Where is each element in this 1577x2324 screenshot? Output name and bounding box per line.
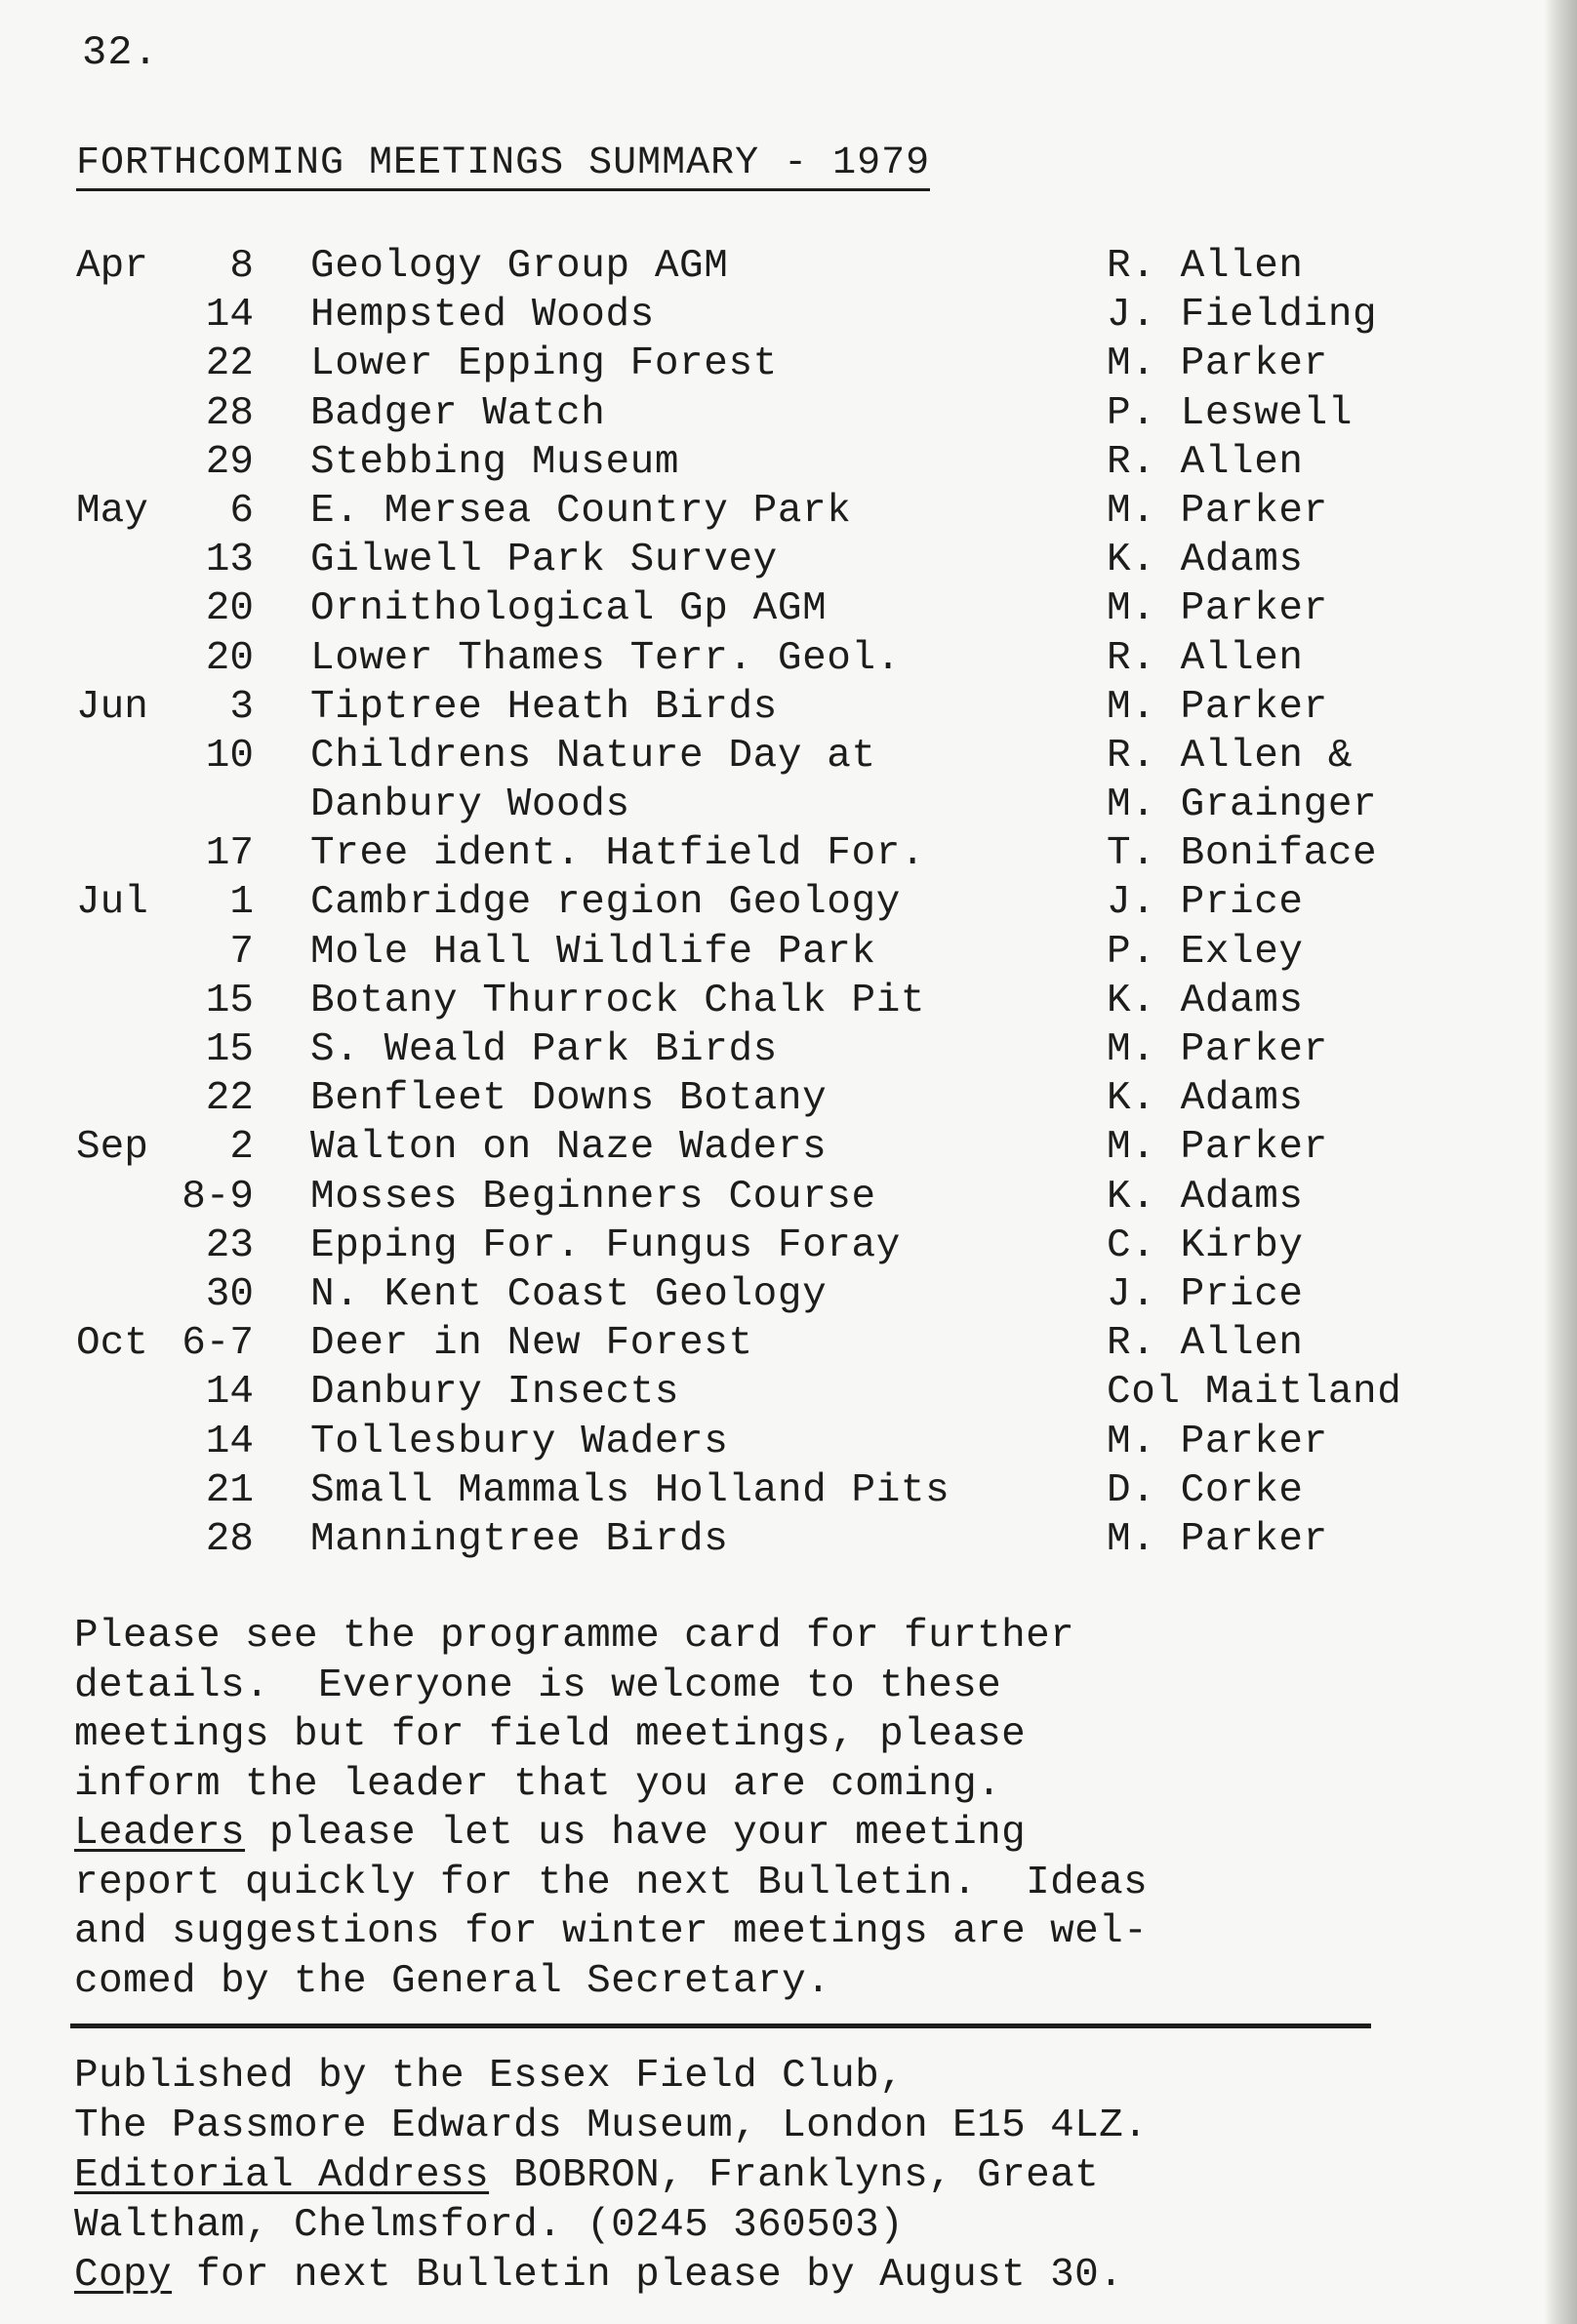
meeting-leader: P. Leswell — [1107, 390, 1354, 436]
meeting-leader: M. Parker — [1107, 586, 1328, 632]
meeting-event: Stebbing Museum — [310, 439, 680, 485]
meeting-day: 17 — [205, 831, 254, 877]
meeting-leader: M. Parker — [1107, 1419, 1328, 1464]
meeting-leader: R. Allen — [1107, 439, 1304, 485]
page-title: FORTHCOMING MEETINGS SUMMARY - 1979 — [76, 141, 930, 191]
page-number: 32. — [82, 29, 159, 76]
meeting-leader: J. Price — [1107, 880, 1304, 926]
meeting-leader: R. Allen & — [1107, 733, 1354, 779]
meeting-row — [76, 1025, 1491, 1074]
divider-rule — [70, 2023, 1371, 2028]
meeting-leader: M. Parker — [1107, 488, 1328, 534]
meeting-event: Tiptree Heath Birds — [310, 684, 778, 730]
meeting-day: 14 — [205, 1419, 254, 1464]
meeting-event: Geology Group AGM — [310, 244, 729, 289]
meeting-event: Ornithological Gp AGM — [310, 586, 828, 632]
meeting-day: 15 — [205, 1027, 254, 1072]
notes-line-4: inform the leader that you are coming. — [74, 1761, 1002, 1807]
meeting-day: 6 — [229, 488, 254, 534]
meeting-event: Tree ident. Hatfield For. — [310, 831, 926, 877]
meeting-event: Lower Thames Terr. Geol. — [310, 635, 901, 681]
meeting-event: Walton on Naze Waders — [310, 1125, 828, 1171]
meeting-row — [76, 829, 1491, 878]
notes-line-5: please let us have your meeting — [245, 1811, 1027, 1856]
meeting-event: Manningtree Birds — [310, 1516, 729, 1562]
meeting-row — [76, 536, 1491, 584]
footer-line-2: The Passmore Edwards Museum, London E15 4LZ. — [74, 2104, 1149, 2148]
meeting-day: 2 — [229, 1125, 254, 1171]
meeting-row — [76, 389, 1491, 438]
meeting-row — [76, 1368, 1491, 1417]
meetings-table — [76, 242, 1491, 1564]
notes-paragraph — [74, 1612, 1148, 2006]
meeting-row — [76, 781, 1491, 829]
meeting-day: 10 — [205, 733, 254, 779]
meeting-day: 20 — [205, 635, 254, 681]
meeting-event: Botany Thurrock Chalk Pit — [310, 978, 926, 1023]
meeting-row — [76, 487, 1491, 536]
meeting-day: 28 — [205, 390, 254, 436]
meeting-event: Danbury Woods — [310, 782, 630, 828]
copy-label: Copy — [74, 2253, 173, 2298]
meeting-day: 14 — [205, 293, 254, 339]
meeting-row — [76, 1222, 1491, 1270]
meeting-leader: K. Adams — [1107, 1076, 1304, 1122]
editorial-address-label: Editorial Address — [74, 2153, 490, 2198]
meeting-day: 15 — [205, 978, 254, 1023]
meeting-event: Gilwell Park Survey — [310, 538, 778, 583]
meeting-day: 23 — [205, 1222, 254, 1268]
meeting-event: Childrens Nature Day at — [310, 733, 876, 779]
meeting-day: 20 — [205, 586, 254, 632]
meeting-leader: M. Parker — [1107, 1125, 1328, 1171]
meeting-month: Oct — [76, 1321, 148, 1367]
meeting-day: 3 — [229, 684, 254, 730]
meeting-leader: J. Fielding — [1107, 293, 1378, 339]
notes-line-8: comed by the General Secretary. — [74, 1958, 831, 2004]
meeting-day: 8-9 — [182, 1174, 254, 1220]
meeting-row — [76, 1515, 1491, 1564]
meeting-leader: D. Corke — [1107, 1467, 1304, 1513]
notes-line-1: Please see the programme card for further — [74, 1614, 1075, 1659]
meeting-leader: M. Parker — [1107, 684, 1328, 730]
meeting-event: Mole Hall Wildlife Park — [310, 929, 876, 975]
meeting-leader: Col Maitland — [1107, 1370, 1402, 1416]
meeting-row — [76, 1319, 1491, 1368]
meeting-leader: M. Parker — [1107, 341, 1328, 387]
meeting-leader: M. Grainger — [1107, 782, 1378, 828]
meeting-row — [76, 1418, 1491, 1466]
meeting-day: 13 — [205, 538, 254, 583]
meeting-day: 14 — [205, 1370, 254, 1416]
meeting-day: 22 — [205, 341, 254, 387]
meeting-month: Jun — [76, 684, 148, 730]
meeting-month: Sep — [76, 1125, 148, 1171]
meeting-event: Benfleet Downs Botany — [310, 1076, 828, 1122]
meeting-row — [76, 1074, 1491, 1123]
meeting-row — [76, 1123, 1491, 1172]
meeting-event: Cambridge region Geology — [310, 880, 901, 926]
meeting-row — [76, 438, 1491, 487]
notes-line-6: report quickly for the next Bulletin. Ideas — [74, 1860, 1149, 1905]
meeting-day: 22 — [205, 1076, 254, 1122]
meeting-leader: R. Allen — [1107, 1321, 1304, 1367]
meeting-row — [76, 1270, 1491, 1319]
meeting-leader: T. Boniface — [1107, 831, 1378, 877]
notes-line-2: details. Everyone is welcome to these — [74, 1663, 1002, 1708]
notes-line-7: and suggestions for winter meetings are wel- — [74, 1909, 1149, 1954]
meeting-day: 8 — [229, 244, 254, 289]
meeting-event: Hempsted Woods — [310, 293, 655, 339]
meeting-row — [76, 878, 1491, 927]
page-edge-shadow — [1544, 0, 1577, 2324]
footer-line-5: for next Bulletin please by August 30. — [172, 2253, 1124, 2298]
meeting-row — [76, 340, 1491, 388]
meeting-row — [76, 291, 1491, 340]
meeting-event: Deer in New Forest — [310, 1321, 753, 1367]
notes-line-3: meetings but for field meetings, please — [74, 1712, 1027, 1757]
meeting-day: 30 — [205, 1271, 254, 1317]
meeting-row — [76, 1173, 1491, 1222]
meeting-event: Small Mammals Holland Pits — [310, 1467, 950, 1513]
meeting-event: N. Kent Coast Geology — [310, 1271, 828, 1317]
meeting-leader: J. Price — [1107, 1271, 1304, 1317]
meeting-leader: R. Allen — [1107, 635, 1304, 681]
footer-line-4: Waltham, Chelmsford. (0245 360503) — [74, 2203, 905, 2248]
meeting-event: Mosses Beginners Course — [310, 1174, 876, 1220]
meeting-day: 21 — [205, 1467, 254, 1513]
meeting-day: 6-7 — [182, 1321, 254, 1367]
meeting-month: Apr — [76, 244, 148, 289]
meeting-event: Tollesbury Waders — [310, 1419, 729, 1464]
meeting-leader: P. Exley — [1107, 929, 1304, 975]
meeting-row — [76, 683, 1491, 732]
meeting-leader: K. Adams — [1107, 538, 1304, 583]
meeting-event: Epping For. Fungus Foray — [310, 1222, 901, 1268]
meeting-leader: K. Adams — [1107, 978, 1304, 1023]
meeting-row — [76, 584, 1491, 633]
footer-line-1: Published by the Essex Field Club, — [74, 2054, 905, 2099]
meeting-row — [76, 1466, 1491, 1515]
meeting-row — [76, 732, 1491, 781]
meeting-day: 29 — [205, 439, 254, 485]
meeting-row — [76, 977, 1491, 1025]
meeting-leader: M. Parker — [1107, 1516, 1328, 1562]
meeting-leader: K. Adams — [1107, 1174, 1304, 1220]
leaders-label: Leaders — [74, 1811, 246, 1856]
meeting-row — [76, 928, 1491, 977]
meeting-leader: C. Kirby — [1107, 1222, 1304, 1268]
publisher-footer — [74, 2052, 1148, 2301]
meeting-event: E. Mersea Country Park — [310, 488, 852, 534]
meeting-leader: M. Parker — [1107, 1027, 1328, 1072]
meeting-month: May — [76, 488, 148, 534]
footer-line-3: BOBRON, Franklyns, Great — [489, 2153, 1100, 2198]
meeting-leader: R. Allen — [1107, 244, 1304, 289]
meeting-event: Danbury Insects — [310, 1370, 680, 1416]
meeting-event: Lower Epping Forest — [310, 341, 778, 387]
meeting-day: 1 — [229, 880, 254, 926]
meeting-row — [76, 242, 1491, 291]
meeting-event: Badger Watch — [310, 390, 606, 436]
meeting-month: Jul — [76, 880, 148, 926]
meeting-event: S. Weald Park Birds — [310, 1027, 778, 1072]
meeting-day: 7 — [229, 929, 254, 975]
meeting-row — [76, 634, 1491, 683]
meeting-day: 28 — [205, 1516, 254, 1562]
